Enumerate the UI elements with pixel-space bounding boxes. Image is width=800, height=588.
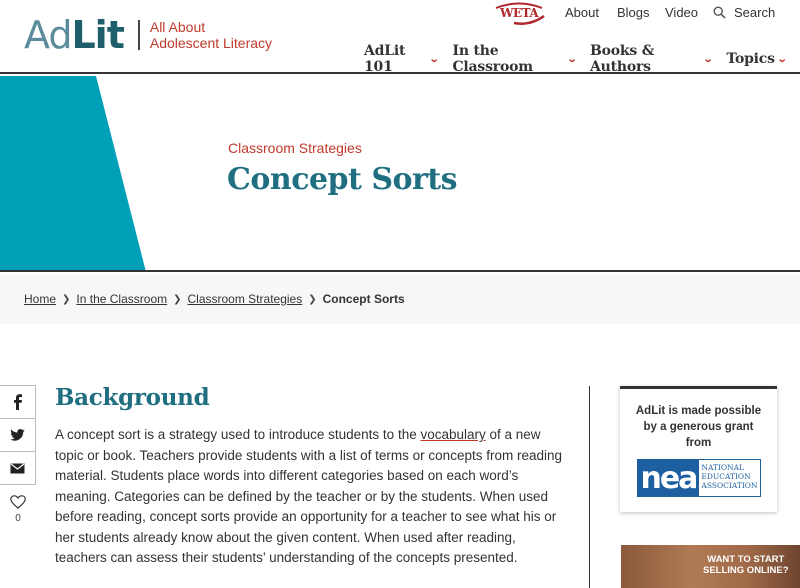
nea-line: ASSOCIATION: [701, 481, 758, 490]
twitter-icon: [10, 429, 25, 441]
body-paragraph: [55, 425, 565, 569]
chevron-down-icon: ⌄: [429, 53, 440, 65]
nea-mark: nea: [638, 460, 700, 496]
ad-line: WANT TO START: [707, 554, 785, 565]
search-label: Search: [734, 5, 776, 20]
share-email-button[interactable]: [0, 451, 36, 485]
heart-icon: [10, 495, 26, 509]
tagline-line-1: All About: [149, 19, 206, 35]
chevron-down-icon: ⌄: [776, 53, 788, 65]
main-nav: [364, 43, 800, 75]
chevron-right-icon: ❯: [308, 293, 317, 305]
nav-topics[interactable]: [726, 43, 786, 75]
weta-logo[interactable]: [492, 2, 546, 26]
chevron-right-icon: ❯: [62, 293, 71, 305]
nea-wordmark: [699, 460, 759, 496]
tagline-line-2: Adolescent Literacy: [149, 35, 273, 51]
about-link[interactable]: About: [565, 5, 599, 20]
advertisement[interactable]: [621, 545, 800, 588]
share-twitter-button[interactable]: [0, 418, 36, 452]
paragraph-text: A concept sort is a strategy used to introduce students to the: [55, 427, 421, 442]
page-title: Concept Sorts: [227, 162, 458, 197]
logo-lit: Lit: [71, 13, 124, 57]
nea-line: NATIONAL: [701, 463, 745, 472]
chevron-down-icon: ⌄: [566, 53, 578, 65]
nav-label: In the Classroom: [452, 43, 533, 75]
paragraph-text: of a new topic or book. Teachers provide students with a list of terms or concepts from reading material. Students place words into different categories based on each word’s meaning. Categories can be defined by the teacher or by the students. When used before reading, concept sorts provide an opportunity for a teacher to see what his or her students already know about the given content. When used after reading, teachers can assess their students’ understanding of the concepts presented.: [55, 427, 562, 565]
column-divider: [589, 386, 590, 588]
video-link[interactable]: Video: [665, 5, 699, 20]
email-icon: [10, 463, 25, 474]
search-icon: [713, 6, 726, 19]
nav-label: Topics: [726, 51, 775, 67]
breadcrumb-current: Concept Sorts: [322, 292, 405, 306]
nav-in-the-classroom[interactable]: [452, 43, 578, 75]
logo-divider: [138, 20, 140, 50]
logo-ad: Ad: [24, 13, 72, 57]
like-button[interactable]: [0, 485, 36, 535]
nav-label: Books & Authors: [589, 43, 655, 75]
blogs-link[interactable]: Blogs: [617, 5, 650, 20]
nav-books-authors[interactable]: [590, 43, 712, 75]
main-content: [55, 384, 565, 569]
breadcrumb-home[interactable]: Home: [24, 292, 57, 306]
chevron-down-icon: ⌄: [702, 53, 714, 65]
nea-logo[interactable]: [637, 459, 761, 497]
ad-line: SELLING ONLINE?: [703, 565, 789, 576]
weta-text: WETA: [500, 6, 539, 20]
ad-text: [703, 554, 789, 576]
nav-label: AdLit 101: [364, 43, 406, 75]
search-button[interactable]: [713, 5, 775, 20]
page-category[interactable]: Classroom Strategies: [228, 140, 362, 156]
share-facebook-button[interactable]: [0, 385, 36, 419]
chevron-right-icon: ❯: [173, 293, 182, 305]
nea-line: EDUCATION: [701, 472, 751, 481]
hero-teal-shape: [0, 76, 150, 272]
breadcrumb-classroom-strategies[interactable]: Classroom Strategies: [187, 292, 303, 306]
breadcrumb-band: [0, 274, 800, 324]
nav-adlit-101[interactable]: [364, 43, 438, 75]
site-header: [0, 0, 800, 74]
like-count: 0: [15, 513, 21, 524]
adlit-logo[interactable]: [24, 14, 272, 56]
facebook-icon: [12, 394, 24, 410]
breadcrumb-in-the-classroom[interactable]: In the Classroom: [76, 292, 168, 306]
page-hero: [0, 76, 800, 272]
sponsor-card: [620, 386, 777, 512]
section-title: Background: [55, 384, 210, 411]
vocabulary-link[interactable]: vocabulary: [420, 427, 486, 442]
sponsor-text: AdLit is made possible by a generous grant from: [635, 405, 762, 449]
logo-tagline: [150, 19, 272, 51]
share-rail: [0, 386, 36, 535]
breadcrumb: [24, 292, 405, 306]
